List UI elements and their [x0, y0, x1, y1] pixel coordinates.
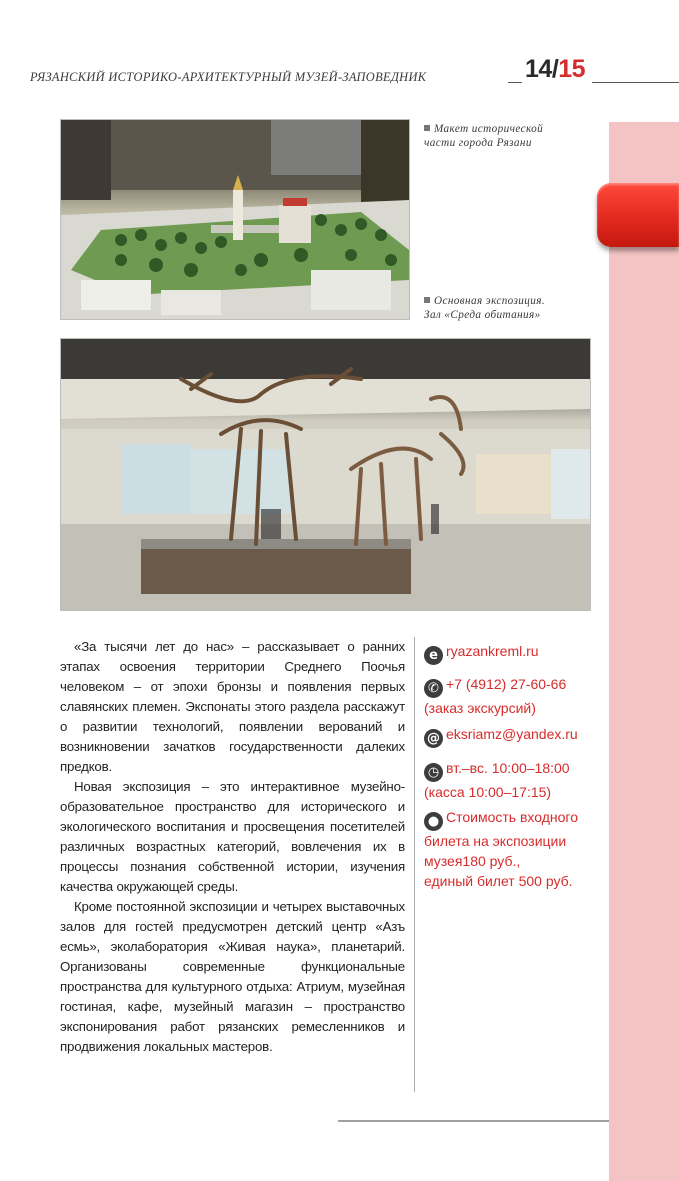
caption-city-model: [424, 122, 543, 150]
price-line: музея180 руб.,: [424, 853, 521, 869]
column-divider: [414, 637, 415, 1092]
page-number-separator: /: [551, 55, 559, 83]
page-number-current: 14: [525, 55, 552, 83]
caption-bullet-icon: [424, 125, 430, 131]
header-rule-left: [508, 82, 522, 83]
email-link[interactable]: eksriamz@yandex.ru: [446, 726, 578, 742]
page-number: [525, 55, 585, 84]
phone-note: (заказ экскурсий): [424, 700, 536, 716]
phone-number[interactable]: +7 (4912) 27-60-66: [446, 676, 567, 692]
caption-exhibition-hall: [424, 294, 545, 322]
exhibition-hall-illustration: [61, 339, 590, 610]
website-link[interactable]: ryazankreml.ru: [446, 643, 539, 659]
paragraph: Кроме постоянной экспозиции и четырех выставочных залов для гостей предусмотрен детский центр «Азъ есмь», эколаборатория «Живая наука», планетарий. Организованы современные функциональные пространства для культурного отдыха: Атриум, музейная гостиная, кафе, музейный магазин – пространство экспонирования работ рязанских ремесленников и продвижения локальных мастеров.: [60, 899, 405, 1054]
caption-hall-line1: Основная экспозиция.: [434, 295, 546, 307]
email-icon: @: [424, 729, 443, 748]
phone-icon: ✆: [424, 679, 443, 698]
caption-city-model-line2: части города Рязани: [424, 137, 532, 149]
paragraph: «За тысячи лет до нас» – рассказывает о ранних этапах освоения территории Среднего Поочья человеком – от эпохи бронзы и появления первых славянских племен. Экспонаты этого раздела расскажут о развитии технологий, появлении верований и возникновении зачатков государственности далеких предков.: [60, 639, 405, 774]
city-model-photo: [60, 119, 410, 320]
cashier-hours: (касса 10:00–17:15): [424, 784, 552, 800]
side-margin-strip: [609, 122, 679, 1181]
contact-hours: [424, 758, 570, 802]
web-icon: e: [424, 646, 443, 665]
caption-bullet-icon: [424, 297, 430, 303]
paragraph: Новая экспозиция – это интерактивное музейно-образовательное пространство для исторического и экологического воспитания и просвещения посетителей различных возрастных категорий, вовлечения их в процессы познания собственной истории, изучения качества окружающей среды.: [60, 779, 405, 894]
price-line: единый билет 500 руб.: [424, 873, 573, 889]
contact-phone: [424, 674, 566, 718]
ticket-icon: ●: [424, 812, 443, 831]
clock-icon: ◷: [424, 763, 443, 782]
exhibition-hall-photo: [60, 338, 591, 611]
contact-email: [424, 724, 578, 748]
caption-hall-line2: Зал «Среда обитания»: [424, 309, 541, 321]
header-rule-right: [592, 82, 679, 83]
price-line: Стоимость входного: [446, 809, 579, 825]
article-body: [60, 637, 405, 1057]
chapter-tab[interactable]: [597, 183, 679, 247]
contact-price: [424, 807, 578, 891]
contact-website: [424, 641, 539, 665]
city-model-illustration: [61, 120, 409, 319]
footer-rule: [338, 1120, 609, 1122]
price-line: билета на экспозиции: [424, 833, 567, 849]
caption-city-model-line1: Макет исторической: [434, 123, 544, 135]
page-number-total: 15: [558, 55, 586, 83]
opening-hours: вт.–вс. 10:00–18:00: [446, 760, 570, 776]
running-header-title: РЯЗАНСКИЙ ИСТОРИКО-АРХИТЕКТУРНЫЙ МУЗЕЙ-ЗАПОВЕДНИК: [30, 70, 427, 84]
